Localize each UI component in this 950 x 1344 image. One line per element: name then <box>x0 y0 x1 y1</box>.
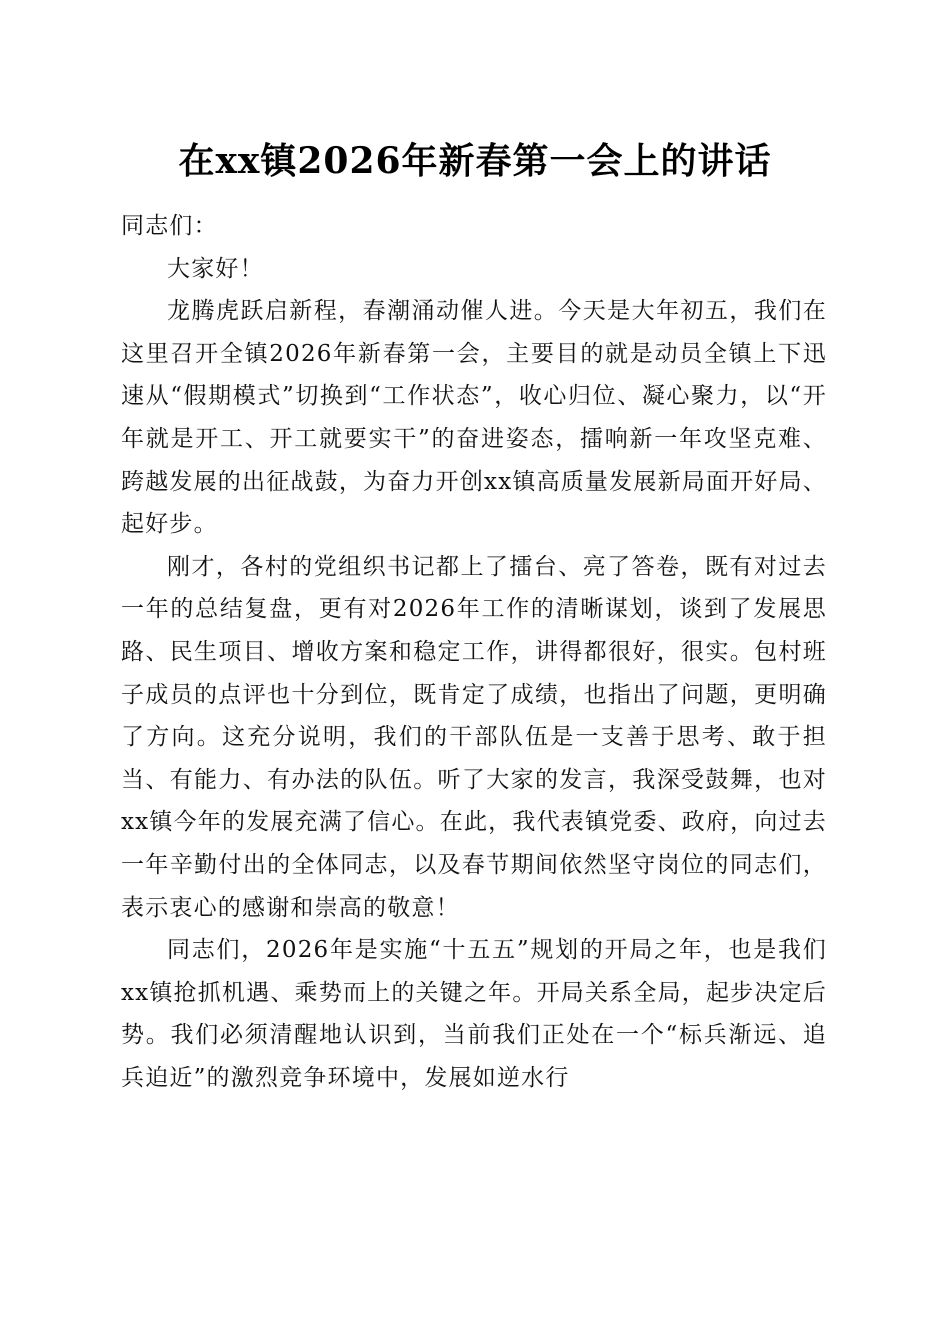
salutation: 同志们： <box>121 213 218 239</box>
paragraph: 龙腾虎跃启新程，春潮涌动催人进。今天是大年初五，我们在这里召开全镇2026年新春第一会，主要目的就是动员全镇上下迅速从“假期模式”切换到“工作状态”，收心归位、凝心聚力，以“开年就是开工、开工就要实干”的奋进姿态，擂响新一年攻坚克难、跨越发展的出征战鼓，为奋力开创xx镇高质量发展新局面开好局、起好步。 <box>121 298 827 538</box>
greeting: 大家好！ <box>167 255 264 282</box>
paragraph: 同志们，2026年是实施“十五五”规划的开局之年，也是我们xx镇抢抓机遇、乘势而上的关键之年。开局关系全局，起步决定后势。我们必须清醒地认识到，当前我们正处在一个“标兵渐远、追兵迫近”的激烈竞争环境中，发展如逆水行 <box>121 937 827 1091</box>
document-title: 在xx镇2026年新春第一会上的讲话 <box>178 140 772 182</box>
paragraph: 刚才，各村的党组织书记都上了擂台、亮了答卷，既有对过去一年的总结复盘，更有对2026年工作的清晰谋划，谈到了发展思路、民生项目、增收方案和稳定工作，讲得都很好，很实。包村班子成员的点评也十分到位，既肯定了成绩，也指出了问题，更明确了方向。这充分说明，我们的干部队伍是一支善于思考、敢于担当、有能力、有办法的队伍。听了大家的发言，我深受鼓舞，也对xx镇今年的发展充满了信心。在此，我代表镇党委、政府，向过去一年辛勤付出的全体同志，以及春节期间依然坚守岗位的同志们，表示衷心的感谢和崇高的敬意！ <box>121 553 827 921</box>
document-body <box>121 205 827 1099</box>
